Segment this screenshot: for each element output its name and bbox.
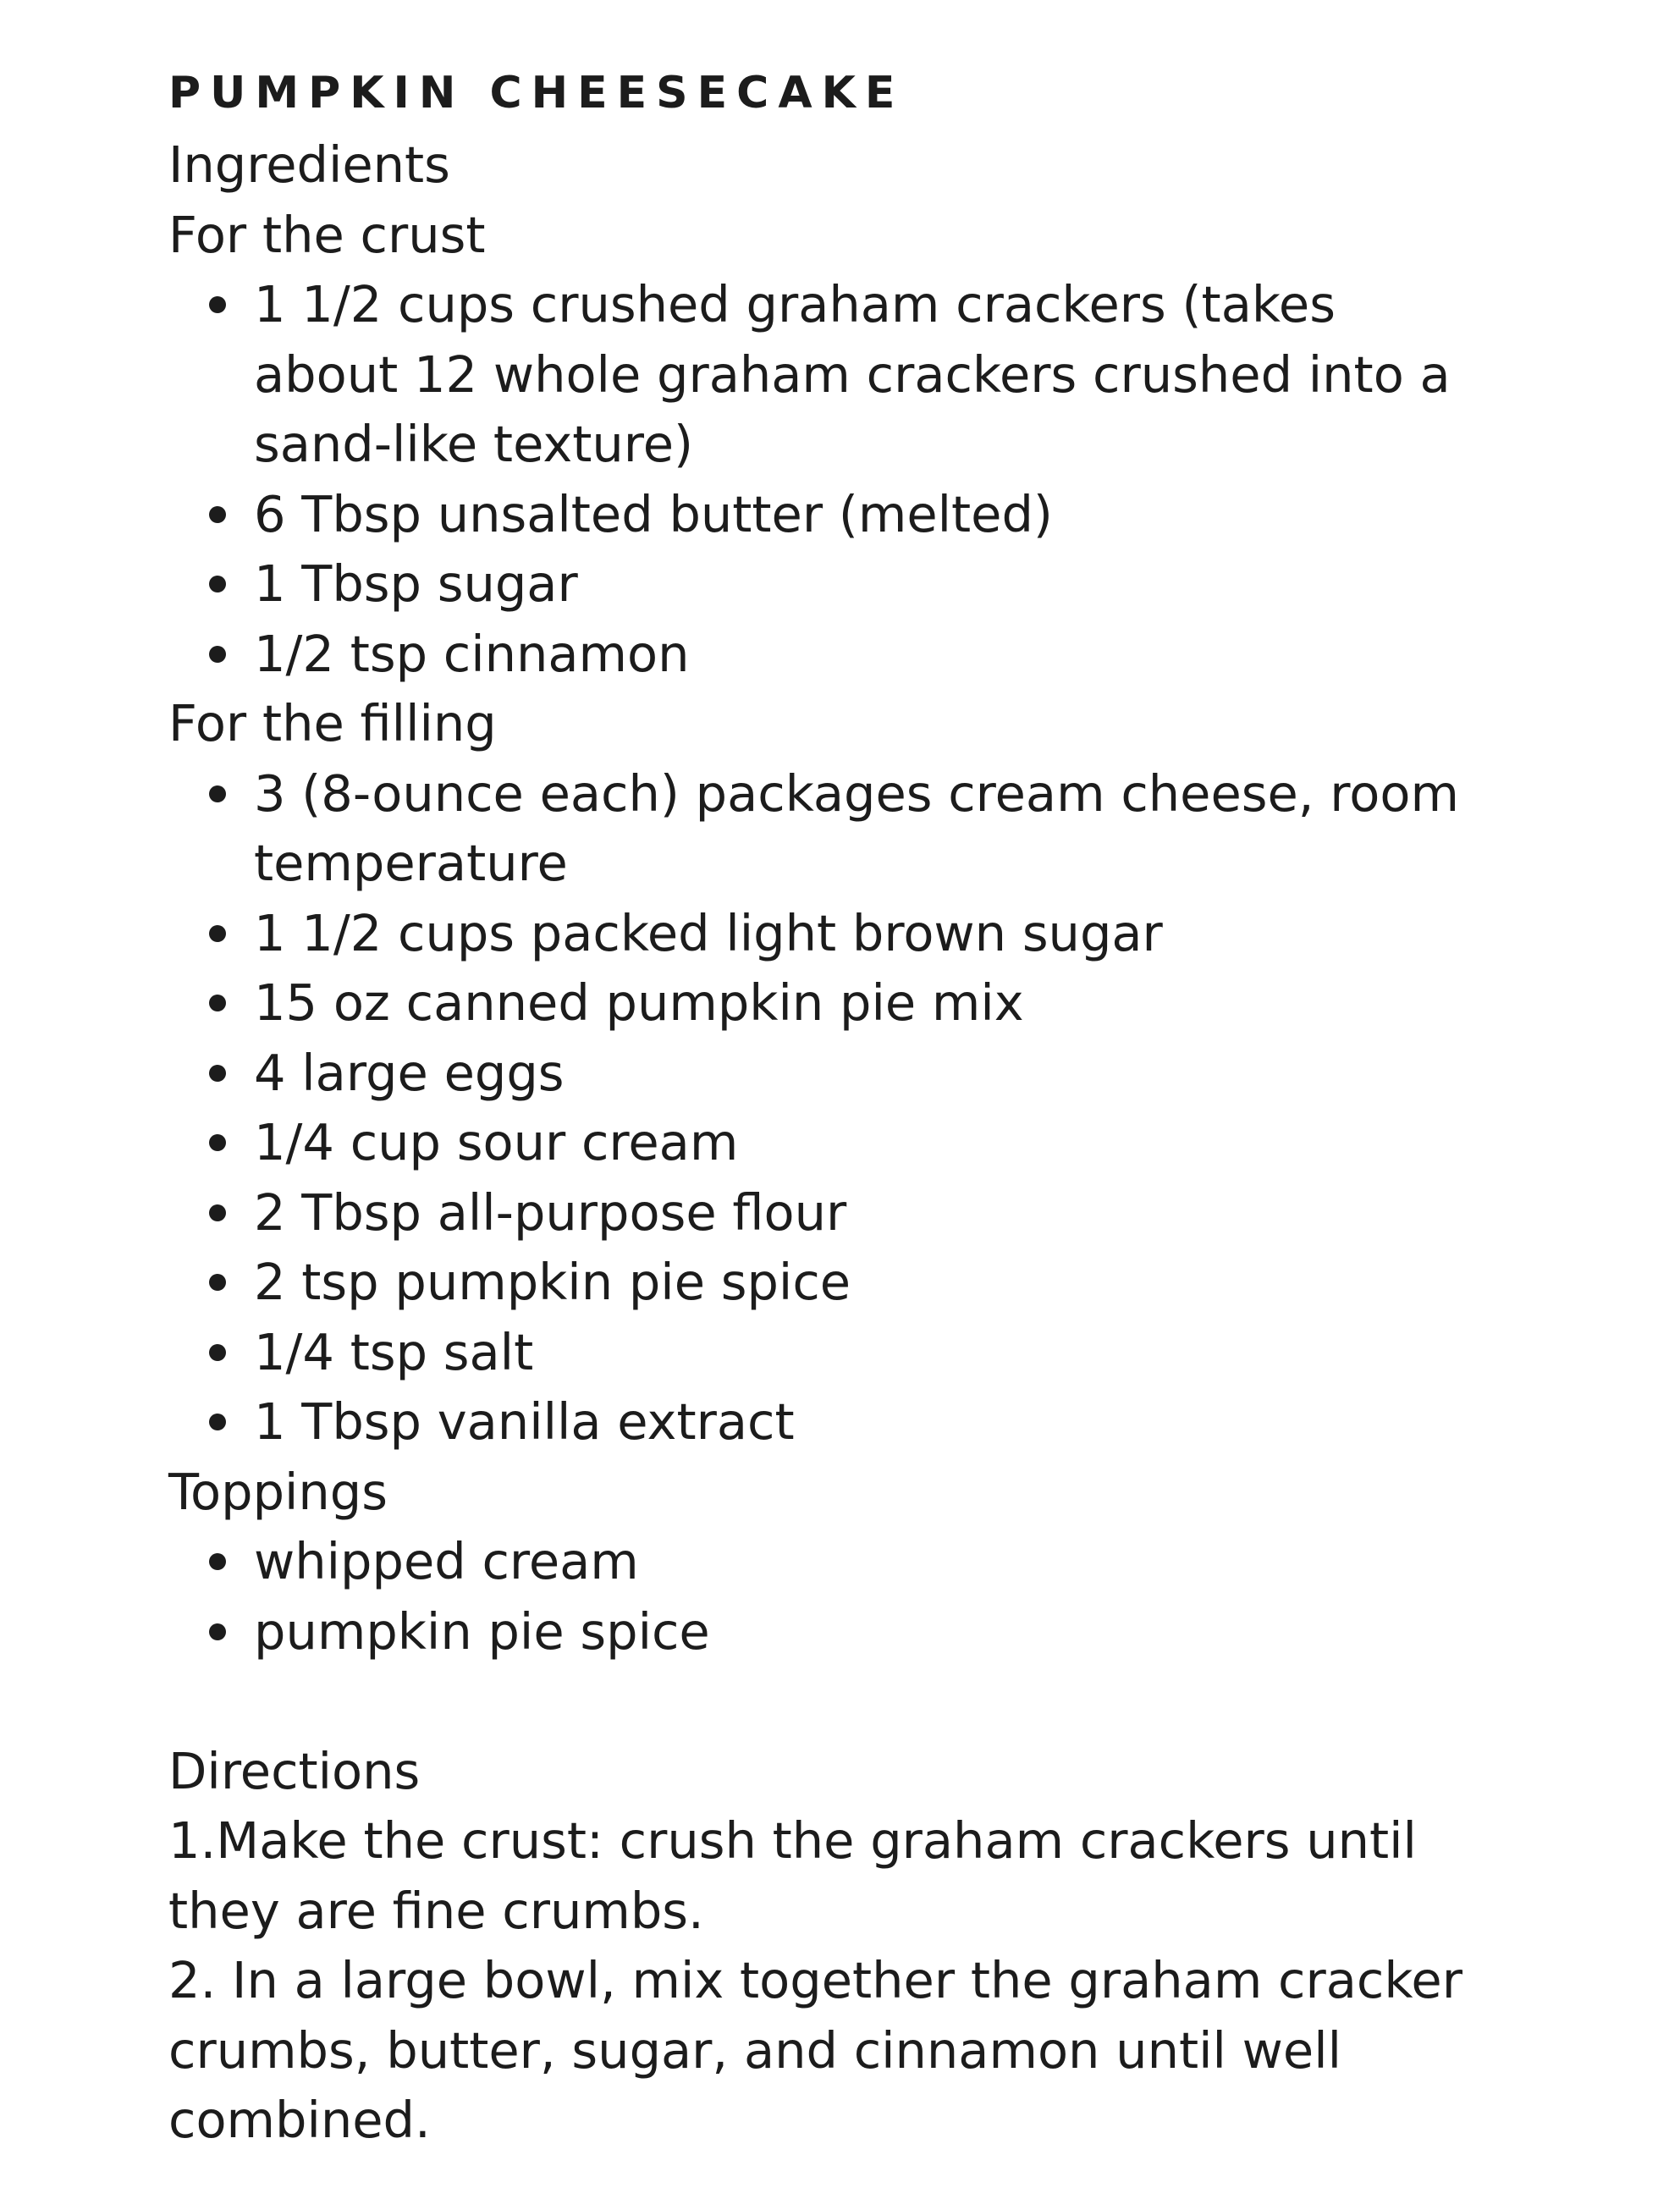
list-item: 4 large eggs — [254, 1039, 1556, 1109]
list-item: pumpkin pie spice — [254, 1597, 1556, 1667]
recipe-document — [168, 59, 1556, 2156]
ingredients-heading: Ingredients — [168, 135, 450, 194]
direction-step: 1.Make the crust: crush the graham crackers until they are fine crumbs. — [168, 1811, 1417, 1940]
list-item: 1/2 tsp cinnamon — [254, 620, 1556, 690]
crust-list — [168, 270, 1556, 689]
section-spacer — [168, 1667, 1556, 1737]
list-item: 1 1/2 cups crushed graham crackers (takes about 12 whole graham crackers crushed into a sand-like texture) — [254, 270, 1519, 480]
filling-heading: For the filling — [168, 694, 497, 752]
crust-heading: For the crust — [168, 205, 486, 264]
list-item: 6 Tbsp unsalted butter (melted) — [254, 480, 1556, 550]
filling-list — [168, 759, 1556, 1458]
list-item: 3 (8-ounce each) packages cream cheese, room temperature — [254, 759, 1549, 899]
list-item: 15 oz canned pumpkin pie mix — [254, 968, 1556, 1039]
direction-step: 2. In a large bowl, mix together the graham cracker crumbs, butter, sugar, and cinnamon until well combined. — [168, 1951, 1462, 2149]
recipe-title: PUMPKIN CHEESECAKE — [168, 68, 905, 118]
list-item: 1/4 cup sour cream — [254, 1108, 1556, 1178]
list-item: 1 Tbsp sugar — [254, 549, 1556, 620]
list-item: 1/4 tsp salt — [254, 1318, 1556, 1388]
directions-heading: Directions — [168, 1741, 421, 1800]
list-item: 1 1/2 cups packed light brown sugar — [254, 899, 1556, 969]
list-item: 2 Tbsp all-purpose flour — [254, 1178, 1556, 1248]
toppings-heading: Toppings — [168, 1462, 388, 1521]
list-item: whipped cream — [254, 1527, 1556, 1597]
toppings-list — [168, 1527, 1556, 1667]
list-item: 2 tsp pumpkin pie spice — [254, 1248, 1556, 1318]
list-item: 1 Tbsp vanilla extract — [254, 1387, 1556, 1458]
